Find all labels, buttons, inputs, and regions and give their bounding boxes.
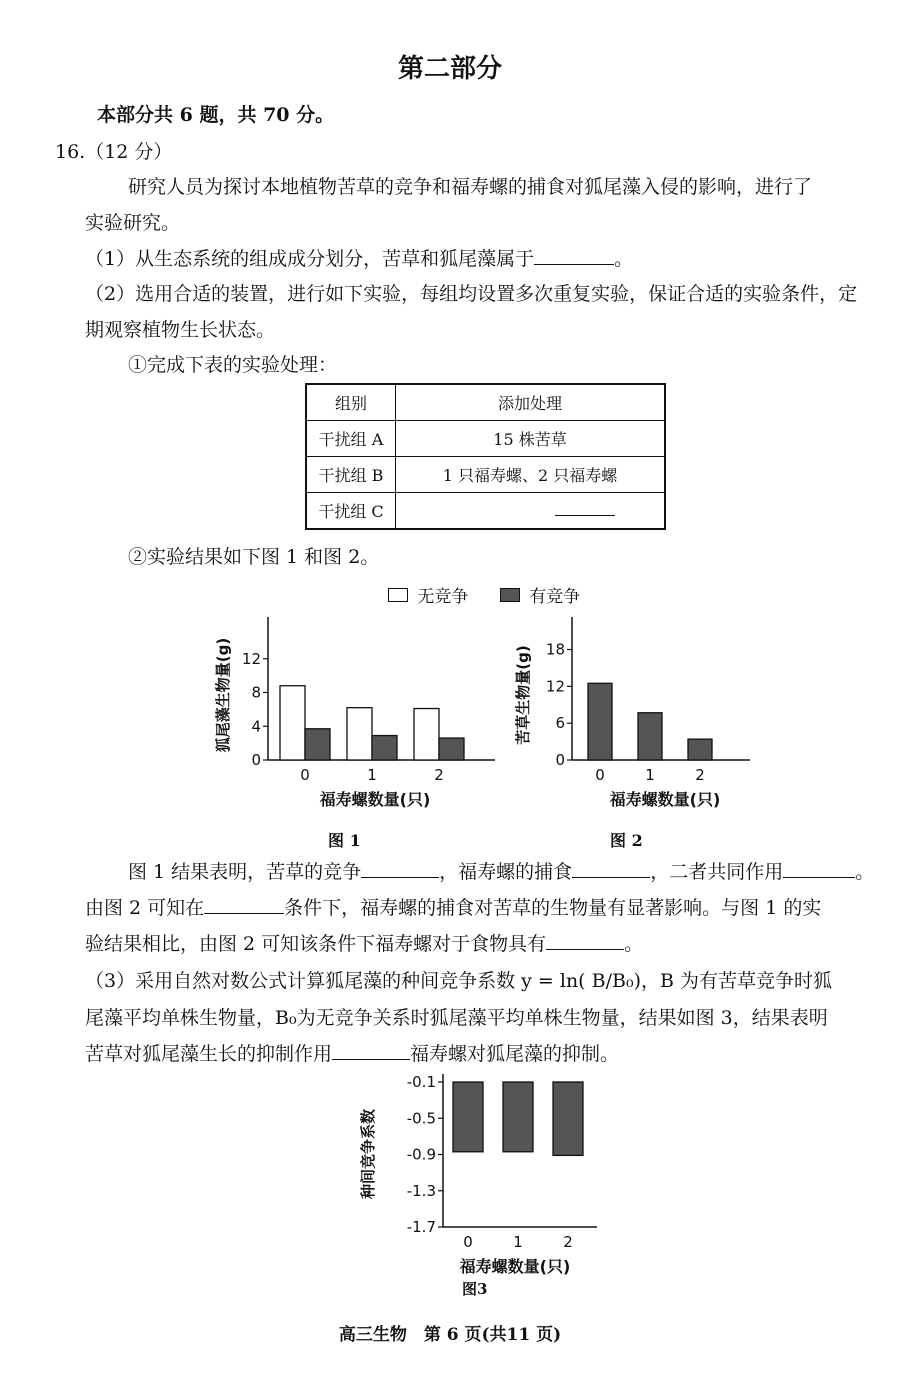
- result-line-1-part-a: 图 1 结果表明，苦草的竞争: [128, 861, 362, 883]
- answer-blank-2[interactable]: [361, 859, 439, 878]
- subquestion-2-line-2: 期观察植物生长状态。: [85, 319, 276, 341]
- table-row: [306, 493, 665, 530]
- subquestion-3-line-3-part-a: 苦草对狐尾藻生长的抑制作用: [85, 1043, 333, 1065]
- y-tick-label: 18: [545, 640, 565, 659]
- subquestion-2-line-1: （2）选用合适的装置，进行如下实验，每组均设置多次重复实验，保证合适的实验条件，定: [85, 283, 858, 305]
- result-line-3-part-a: 验结果相比，由图 2 可知该条件下福寿螺对于食物具有: [85, 933, 547, 955]
- table-header-group: 组别: [306, 384, 396, 421]
- result-line-1-part-c: ，二者共同作用: [650, 861, 784, 883]
- y-tick-label: -1.3: [406, 1181, 436, 1200]
- bar-value: [638, 713, 662, 760]
- bar-value: [503, 1082, 533, 1152]
- experiment-table: [305, 383, 666, 530]
- stem-line-2: 实验研究。: [85, 212, 181, 234]
- bar-value: [439, 738, 464, 760]
- answer-blank-1[interactable]: [534, 246, 614, 265]
- figure-1-caption: 图 1: [328, 831, 361, 850]
- x-axis-label: 福寿螺数量(只): [609, 790, 721, 809]
- result-line-2-part-a: 由图 2 可知在: [85, 897, 205, 919]
- y-tick-label: 0: [251, 751, 261, 769]
- subquestion-3-line-3-part-b: 福寿螺对狐尾藻的抑制。: [410, 1043, 620, 1065]
- bar-no-competition: [280, 686, 305, 760]
- answer-blank-table[interactable]: [555, 505, 615, 516]
- x-tick-label: 1: [513, 1233, 523, 1251]
- table-cell-group: 干扰组 A: [306, 421, 396, 457]
- y-axis-label: 种间竞争系数: [359, 1108, 377, 1200]
- table-header-treatment: 添加处理: [396, 384, 666, 421]
- result-line-1: [128, 857, 874, 887]
- bar-value: [588, 683, 612, 760]
- question-number: 16.（12 分）: [55, 141, 173, 163]
- legend-label-competition: 有竞争: [529, 587, 581, 607]
- x-tick-label: 2: [434, 766, 444, 784]
- bar-no-competition: [347, 708, 372, 760]
- result-line-3: [85, 929, 643, 959]
- figure-3-chart: [355, 1072, 605, 1297]
- table-cell-group: 干扰组 C: [306, 493, 396, 530]
- result-line-1-part-d: 。: [855, 861, 875, 883]
- table-header-row: [306, 384, 665, 421]
- y-tick-label: 12: [241, 649, 261, 668]
- table-cell-group: 干扰组 B: [306, 457, 396, 493]
- legend-label-no-competition: 无竞争: [417, 587, 469, 607]
- x-tick-label: 2: [695, 766, 705, 784]
- x-tick-label: 1: [645, 766, 655, 784]
- table-cell-treatment-blank[interactable]: [396, 493, 666, 530]
- figure-1-chart: [210, 615, 500, 815]
- figure-2-chart: [510, 615, 770, 815]
- y-tick-label: 0: [555, 751, 565, 769]
- subquestion-3-line-1: （3）采用自然对数公式计算狐尾藻的种间竞争系数 y = ln( B/B₀)，B 为有苦草竞争时狐: [85, 970, 832, 992]
- y-tick-label: -0.9: [406, 1145, 436, 1164]
- table-row: [306, 457, 665, 493]
- subquestion-1-text: （1）从生态系统的组成成分划分，苦草和狐尾藻属于: [85, 248, 535, 270]
- subquestion-1: [85, 244, 633, 274]
- bar-value: [372, 736, 397, 760]
- table-cell-treatment: 15 株苦草: [396, 421, 666, 457]
- bar-value: [305, 729, 330, 760]
- subquestion-3-line-2: 尾藻平均单株生物量，B₀为无竞争关系时狐尾藻平均单株生物量，结果如图 3，结果表明: [85, 1007, 828, 1029]
- page-title: 第二部分: [397, 54, 502, 84]
- legend-swatch-competition: [500, 588, 520, 602]
- chart-legend: [388, 582, 580, 607]
- bar-value: [453, 1082, 483, 1152]
- answer-blank-5[interactable]: [204, 895, 284, 914]
- result-line-2: [85, 893, 821, 923]
- figure-2-caption: 图 2: [610, 831, 643, 850]
- bar-no-competition: [414, 709, 439, 760]
- answer-blank-6[interactable]: [546, 931, 624, 950]
- section-intro: 本部分共 6 题，共 70 分。: [97, 104, 335, 126]
- subquestion-3-line-3: [85, 1039, 619, 1069]
- y-tick-label: 4: [251, 717, 261, 736]
- x-tick-label: 2: [563, 1233, 573, 1251]
- x-tick-label: 0: [300, 766, 310, 784]
- legend-swatch-no-competition: [388, 588, 408, 602]
- result-line-1-part-b: ，福寿螺的捕食: [439, 861, 573, 883]
- figure-3-caption: 图3: [462, 1280, 488, 1298]
- result-line-2-part-b: 条件下，福寿螺的捕食对苦草的生物量有显著影响。与图 1 的实: [284, 897, 822, 919]
- y-tick-label: 8: [251, 683, 261, 702]
- result-line-3-part-b: 。: [624, 933, 644, 955]
- x-tick-label: 1: [367, 766, 377, 784]
- answer-blank-7[interactable]: [332, 1041, 410, 1060]
- y-axis-label: 苦草生物量(g): [514, 645, 532, 745]
- subquestion-2-part-2: ②实验结果如下图 1 和图 2。: [128, 546, 380, 568]
- y-tick-label: -1.7: [406, 1218, 436, 1236]
- x-tick-label: 0: [463, 1233, 473, 1251]
- y-tick-label: 6: [555, 714, 565, 733]
- table-cell-treatment: 1 只福寿螺、2 只福寿螺: [396, 457, 666, 493]
- subquestion-1-end: 。: [614, 248, 634, 270]
- subquestion-2-part-1: ①完成下表的实验处理：: [128, 354, 338, 376]
- bar-value: [688, 739, 712, 760]
- bar-value: [553, 1082, 583, 1155]
- y-tick-label: -0.1: [406, 1073, 436, 1091]
- y-tick-label: -0.5: [406, 1109, 436, 1128]
- stem-line-1: 研究人员为探讨本地植物苦草的竞争和福寿螺的捕食对狐尾藻入侵的影响，进行了: [128, 176, 813, 198]
- y-axis-label: 狐尾藻生物量(g): [214, 637, 232, 753]
- y-tick-label: 12: [545, 677, 565, 696]
- answer-blank-4[interactable]: [783, 859, 855, 878]
- table-row: [306, 421, 665, 457]
- x-axis-label: 福寿螺数量(只): [459, 1257, 571, 1276]
- page-footer: 高三生物 第 6 页(共11 页): [338, 1325, 562, 1345]
- answer-blank-3[interactable]: [572, 859, 650, 878]
- x-tick-label: 0: [595, 766, 605, 784]
- x-axis-label: 福寿螺数量(只): [319, 790, 431, 809]
